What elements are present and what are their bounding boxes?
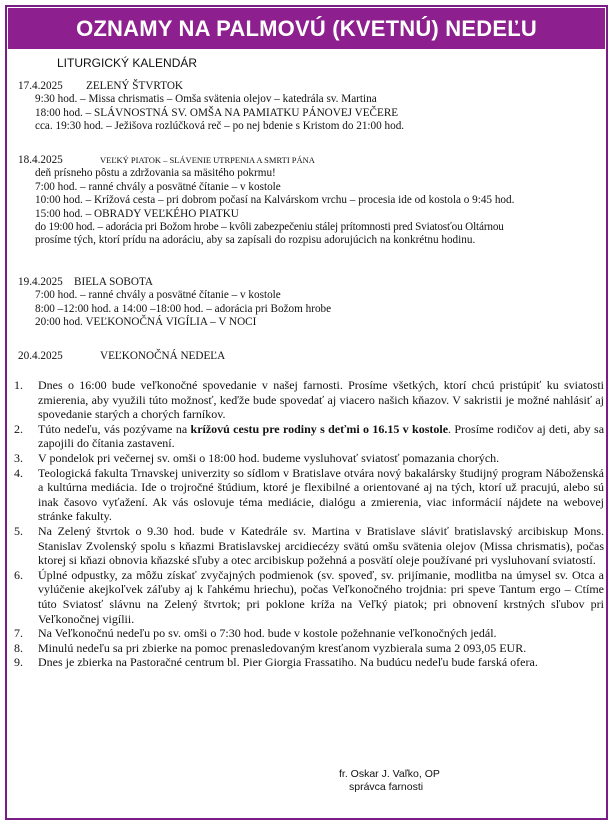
item-number: 6. [14,567,23,582]
schedule-line: 8:00 –12:00 hod. a 14:00 –18:00 hod. – adorácia pri Božom hrobe [35,302,332,315]
item-text: V pondelok pri večernej sv. omši o 18:00 hod. budeme vysluhovať sviatosť pomazania chorých. [38,450,500,465]
list-item [14,568,604,626]
day-name: BIELA SOBOTA [74,276,153,288]
item-number: 4. [14,465,23,480]
day-name: VEĽKÝ PIATOK – SLÁVENIE UTRPENIA A SMRTI PÁNA [100,155,315,165]
item-text: Dnes o 16:00 bude veľkonočné spovedanie v našej farnosti. Prosíme všetkých, ktorí chcú pristúpiť ku sviatosti zmierenia, aby využili túto možnosť, keďže bude spovedať aj viacero našich kňazov. V sakristii je možné nahlásiť aj spovedanie starých a chorých farníkov. [38,378,604,422]
calendar-day-sunday [18,350,225,363]
schedule-line: do 19:00 hod. – adorácia pri Božom hrobe – kvôli zabezpečeniu stálej prítomnosti pred Sviatosťou Oltárnou [35,221,504,234]
calendar-day-thursday [18,80,404,134]
day-date: 18.4.2025 [18,154,63,166]
list-item [14,451,604,466]
list-item [14,378,604,422]
item-number: 1. [14,378,23,392]
item-text: Túto nedeľu, vás pozývame na [38,421,191,436]
day-date: 19.4.2025 [18,276,63,288]
day-date: 20.4.2025 [18,350,63,362]
list-item [14,626,604,641]
list-item [14,655,604,670]
calendar-day-saturday [18,276,331,330]
item-number: 7. [14,626,23,641]
schedule-line: 10:00 hod. – Krížová cesta – pri dobrom počasí na Kalvárskom vrchu – procesia ide od kostola o 9:45 hod. [35,194,515,207]
item-number: 3. [14,450,23,465]
item-text: Minulú nedeľu sa pri zbierke na pomoc prenasledovaným kresťanom vyzbierala suma 2 093,05 EUR. [38,640,527,655]
schedule-line: 9:30 hod. – Missa chrismatis – Omša svätenia olejov – katedrála sv. Martina [35,93,377,106]
page-title: OZNAMY NA PALMOVÚ (KVETNÚ) NEDEĽU [8,8,605,49]
item-highlight: krížovú cestu pre rodiny s deťmi o 16.15 v kostole [190,421,449,436]
schedule-line: 20:00 hod. VEĽKONOČNÁ VIGÍLIA – V NOCI [35,316,257,329]
item-number: 5. [14,523,23,538]
day-name: ZELENÝ ŠTVRTOK [86,80,184,92]
schedule-line: deň prísneho pôstu a zdržovania sa mäsitého pokrmu! [35,167,276,180]
item-number: 8. [14,640,23,655]
item-text: Na Zelený štvrtok o 9.30 hod. bude v Katedrále sv. Martina v Bratislave sláviť bratislavský arcibiskup Mons. Stanislav Zvolenský spolu s kňazmi Bratislavskej arcidiecézy svätú omšu svätenia olejov (Missa chrismatis), počas ktorej si kňazi obnovia kňazské sľuby a otec arcibiskup požehná a posvätí oleje používané pri vysluhovaní sviatostí. [38,523,604,568]
day-name: VEĽKONOČNÁ NEDEĽA [100,350,226,362]
item-text: . Prosíme rodičov aj deti, aby sa zapojili do čítania zastavení. [38,421,605,451]
announcements-list [14,378,604,670]
schedule-line: 18:00 hod. – SLÁVNOSTNÁ SV. OMŠA NA PAMIATKU PÁNOVEJ VEČERE [35,106,399,119]
item-text: Úplné odpustky, za môžu získať zvyčajných podmienok (sv. spoveď, sv. prijímanie, modlitba na úmysel sv. Otca a vylúčenie akejkoľvek záľuby aj k ľahkému hriechu), počas Veľkonočného trojdnia: pri speve Tantum ergo – Ctíme túto Sviatosť slávnu na Zelený štvrtok; pri poklone kríža na Veľký piatok; pri obnovení krstných sľubov pri Veľkonočnej vigílii. [38,567,604,626]
item-number: 9. [14,655,23,670]
schedule-line: 7:00 hod. – ranné chvály a posvätné čítanie – v kostole [35,289,281,302]
schedule-line: 15:00 hod. – OBRADY VEĽKÉHO PIATKU [35,207,239,220]
item-number: 2. [14,421,23,436]
list-item [14,641,604,656]
signature-role: správca farnosti [349,781,424,793]
item-text: Na Veľkonočnú nedeľu po sv. omši o 7:30 hod. bude v kostole požehnanie veľkonočných jedál. [38,626,497,641]
list-item [14,466,604,524]
calendar-heading: LITURGICKÝ KALENDÁR [57,56,198,70]
schedule-line: 7:00 hod. – ranné chvály a posvätné čítanie – v kostole [35,180,281,193]
list-item [14,422,604,451]
schedule-line: prosíme tých, ktorí prídu na adoráciu, aby sa zapísali do rozpisu adorujúcich na konkrétnu hodinu. [35,234,476,247]
day-date: 17.4.2025 [18,80,63,92]
schedule-line: cca. 19:30 hod. – Ježišova rozlúčková reč – po nej bdenie s Kristom do 21:00 hod. [35,120,405,133]
item-text: Teologická fakulta Trnavskej univerzity so sídlom v Bratislave otvára nový bakalársky študijný program Náboženská a kultúrna mediácia. Ide o trojročné štúdium, ktoré je flexibilné a orientované aj na tých, ktorí už pracujú, alebo sú inak časovo vyťažení. Ak vás oslovuje téma mediácie, dialógu a zmierenia, viac informácií nájdete na webovej stránke fakulty. [38,465,604,524]
calendar-day-friday [18,154,514,248]
item-text: Dnes je zbierka na Pastoračné centrum bl. Pier Giorgia Frassatiho. Na budúcu nedeľu bude farská ofera. [38,655,538,670]
signature-block [339,768,440,794]
list-item [14,524,604,568]
signature-name: fr. Oskar J. Vaľko, OP [339,768,440,780]
